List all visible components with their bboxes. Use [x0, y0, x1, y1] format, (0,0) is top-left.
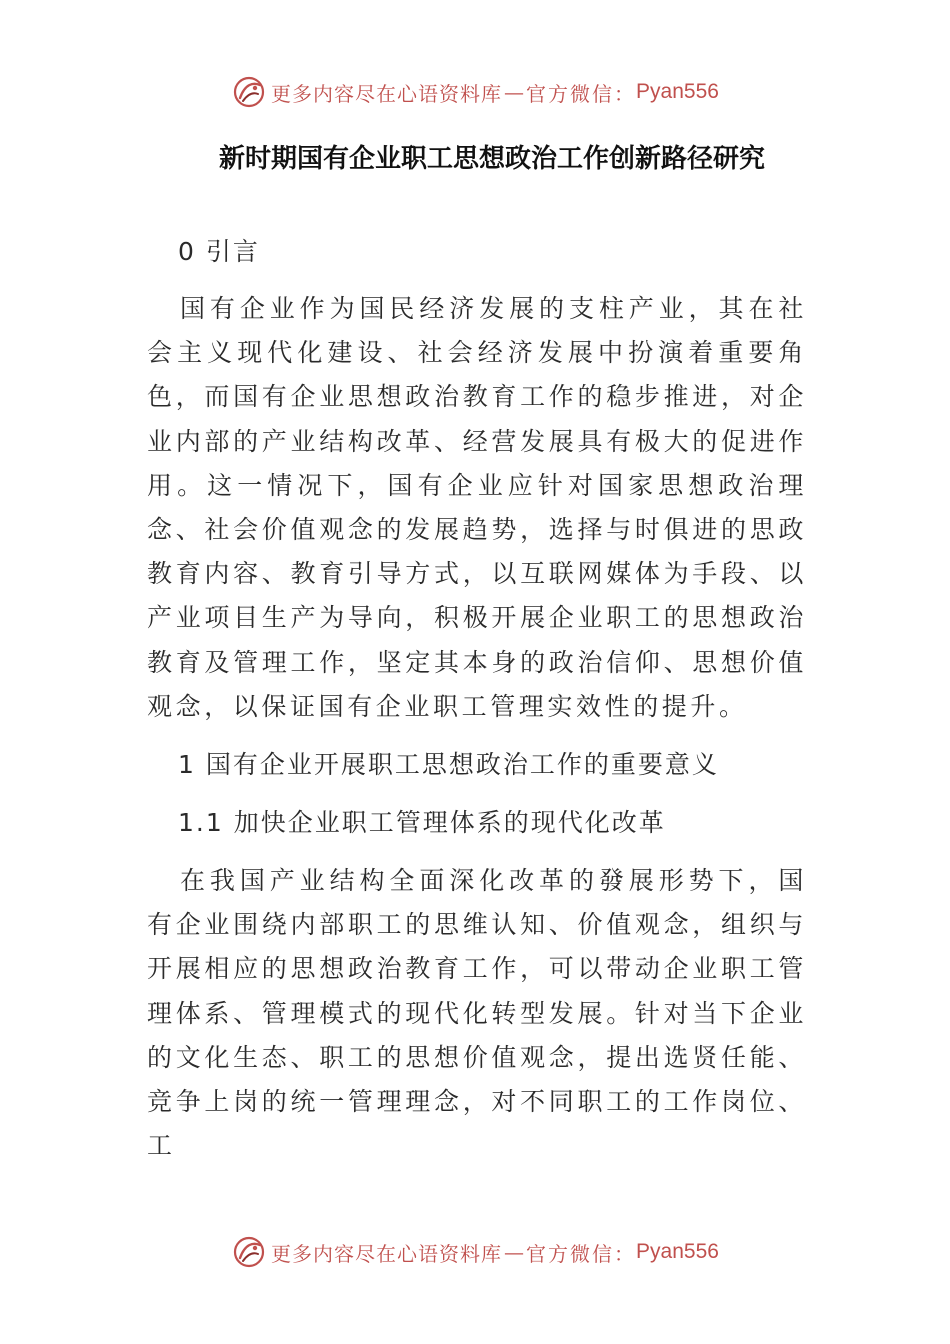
paragraph-intro: 国有企业作为国民经济发展的支柱产业，其在社会主义现代化建设、社会经济发展中扮演着重要角色，而国有企业思想政治教育工作的稳步推进，对企业内部的产业结构改革、经营发展具有极大的促进作用。这一情况下，国有企业应针对国家思想政治理念、社会价值观念的发展趋势，选择与时俱进的思政教育内容、教育引导方式，以互联网媒体为手段、以产业项目生产为导向，积极开展企业职工的思想政治教育及管理工作，坚定其本身的政治信仰、思想价值观念，以保证国有企业职工管理实效性的提升。: [147, 294, 807, 721]
header-watermark-banner: [0, 70, 950, 114]
paragraph-1-1: 在我国产业结构全面深化改革的發展形势下，国有企业围绕内部职工的思维认知、价值观念，组织与开展相应的思想政治教育工作，可以带动企业职工管理体系、管理模式的现代化转型发展。针对当下企业的文化生态、职工的思想价值观念，提出选贤任能、竞争上岗的统一管理理念，对不同职工的工作岗位、工: [147, 866, 807, 1161]
section-heading-1: 1 国有企业开展职工思想政治工作的重要意义: [178, 750, 719, 780]
banner-wechat-label: 官方微信：: [526, 81, 637, 106]
banner-wechat-label: 官方微信：: [526, 1241, 637, 1266]
banner-separator: —: [504, 80, 525, 104]
banner-text: 更多内容尽在心语资料库: [271, 81, 503, 106]
logo-icon: [231, 1234, 267, 1270]
section-heading-1-1: 1.1 加快企业职工管理体系的现代化改革: [178, 808, 666, 838]
banner-separator: —: [504, 1240, 525, 1264]
document-title: 新时期国有企业职工思想政治工作创新路径研究: [218, 144, 765, 174]
section-heading-intro: 0 引言: [178, 237, 260, 266]
document-body: [147, 230, 807, 1168]
footer-watermark-banner: [0, 1230, 950, 1274]
logo-icon: [231, 74, 267, 110]
banner-wechat-id: Pyan556: [636, 1240, 719, 1263]
banner-text: 更多内容尽在心语资料库: [271, 1241, 503, 1266]
banner-wechat-id: Pyan556: [636, 80, 719, 103]
